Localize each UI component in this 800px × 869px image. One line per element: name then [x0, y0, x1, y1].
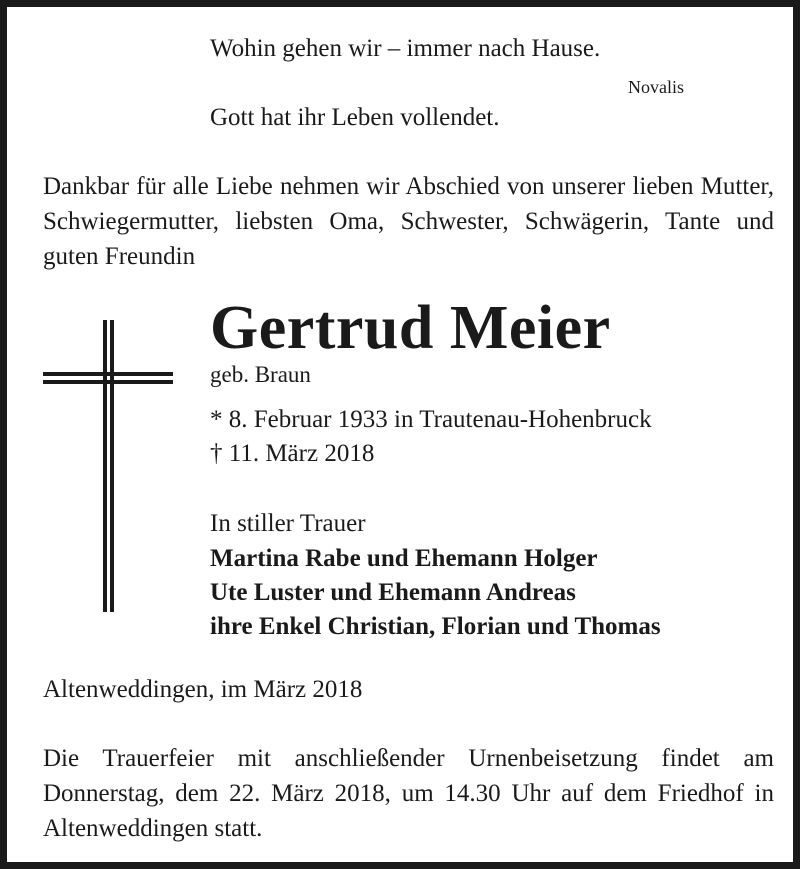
place-date: Altenweddingen, im März 2018	[43, 676, 363, 703]
cross-vertical-bar-left	[103, 320, 107, 612]
intro-paragraph: Dankbar für alle Liebe nehmen wir Abschied von unserer lieben Mutter, Schwiegermutter, liebsten Oma, Schwester, Schwägerin, Tante und guten Freundin	[43, 173, 774, 270]
cross-icon	[43, 320, 173, 612]
maiden-name: geb. Braun	[210, 362, 311, 387]
mourning-intro: In stiller Trauer	[210, 510, 366, 537]
motto-line: Gott hat ihr Leben vollendet.	[210, 104, 500, 131]
motto-quote: Wohin gehen wir – immer nach Hause.	[210, 35, 601, 62]
cross-horizontal-bar-top	[43, 372, 173, 376]
mourners-list	[210, 542, 661, 644]
cross-vertical-bar-right	[110, 320, 114, 612]
death-date: † 11. März 2018	[210, 440, 375, 467]
mourner-item: ihre Enkel Christian, Florian und Thomas	[210, 613, 661, 640]
mourner-item: Martina Rabe und Ehemann Holger	[210, 545, 598, 572]
cross-horizontal-bar-bottom	[43, 380, 173, 384]
mourner-item: Ute Luster und Ehemann Andreas	[210, 579, 576, 606]
deceased-name: Gertrud Meier	[210, 294, 611, 362]
motto-author: Novalis	[628, 77, 684, 97]
ceremony-paragraph: Die Trauerfeier mit anschließender Urnenbeisetzung findet am Donnerstag, dem 22. März 2018, um 14.30 Uhr auf dem Friedhof in Altenweddingen statt.	[43, 745, 774, 842]
birth-date: * 8. Februar 1933 in Trautenau-Hohenbruck	[210, 406, 652, 433]
